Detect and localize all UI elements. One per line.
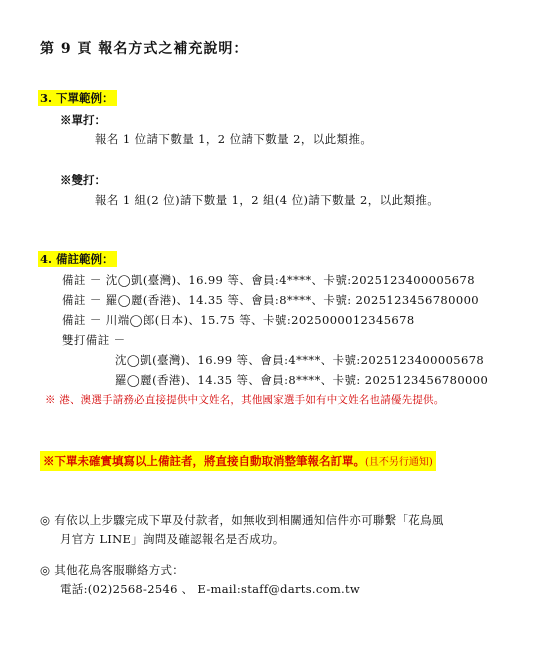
section-3-heading	[38, 90, 117, 106]
red-note: ※ 港、澳選手請務必直接提供中文姓名，其他國家選手如有中文姓名也請優先提供。	[45, 394, 445, 406]
double-remark-line: 羅◯麗(香港)、14.35 等、會員:8****、卡號: 2025123456780000	[115, 373, 489, 387]
cancel-warning	[40, 451, 436, 471]
line-contact-text-2: 月官方 LINE」詢問及確認報名是否成功。	[60, 532, 285, 546]
customer-service-contacts: 電話:(02)2568-2546 、 E-mail:staff@darts.com.tw	[60, 582, 361, 596]
cancel-warning-text: ※下單未確實填寫以上備註者，將直接自動取消整筆報名訂單。	[43, 454, 365, 468]
remark-line: 備註 － 羅◯麗(香港)、14.35 等、會員:8****、卡號: 2025123456780000	[62, 293, 480, 307]
customer-service-heading: ◎ 其他花鳥客服聯絡方式：	[40, 563, 185, 577]
single-label: ※單打：	[60, 113, 106, 127]
single-text: 報名 1 位請下數量 1，2 位請下數量 2，以此類推。	[95, 132, 373, 146]
remark-line: 備註 － 沈◯凱(臺灣)、16.99 等、會員:4****、卡號:2025123400005678	[62, 273, 475, 287]
cancel-warning-note: (且不另行通知)	[365, 457, 433, 468]
double-label: ※雙打：	[60, 173, 106, 187]
section-4-heading-text: 4. 備註範例：	[38, 251, 117, 267]
remark-line: 備註 － 川端◯郎(日本)、15.75 等、卡號:2025000012345678	[62, 313, 415, 327]
page-title: 第 9 頁 報名方式之補充說明：	[40, 41, 249, 57]
section-4-heading	[38, 251, 117, 267]
section-3-heading-text: 3. 下單範例：	[38, 90, 117, 106]
double-remark-line: 沈◯凱(臺灣)、16.99 等、會員:4****、卡號:2025123400005678	[115, 353, 485, 367]
double-remark-label: 雙打備註 －	[62, 333, 126, 347]
line-contact-text: ◎ 有依以上步驟完成下單及付款者，如無收到相關通知信件亦可聯繫「花鳥風	[40, 513, 444, 527]
double-text: 報名 1 組(2 位)請下數量 1，2 組(4 位)請下數量 2，以此類推。	[95, 193, 440, 207]
